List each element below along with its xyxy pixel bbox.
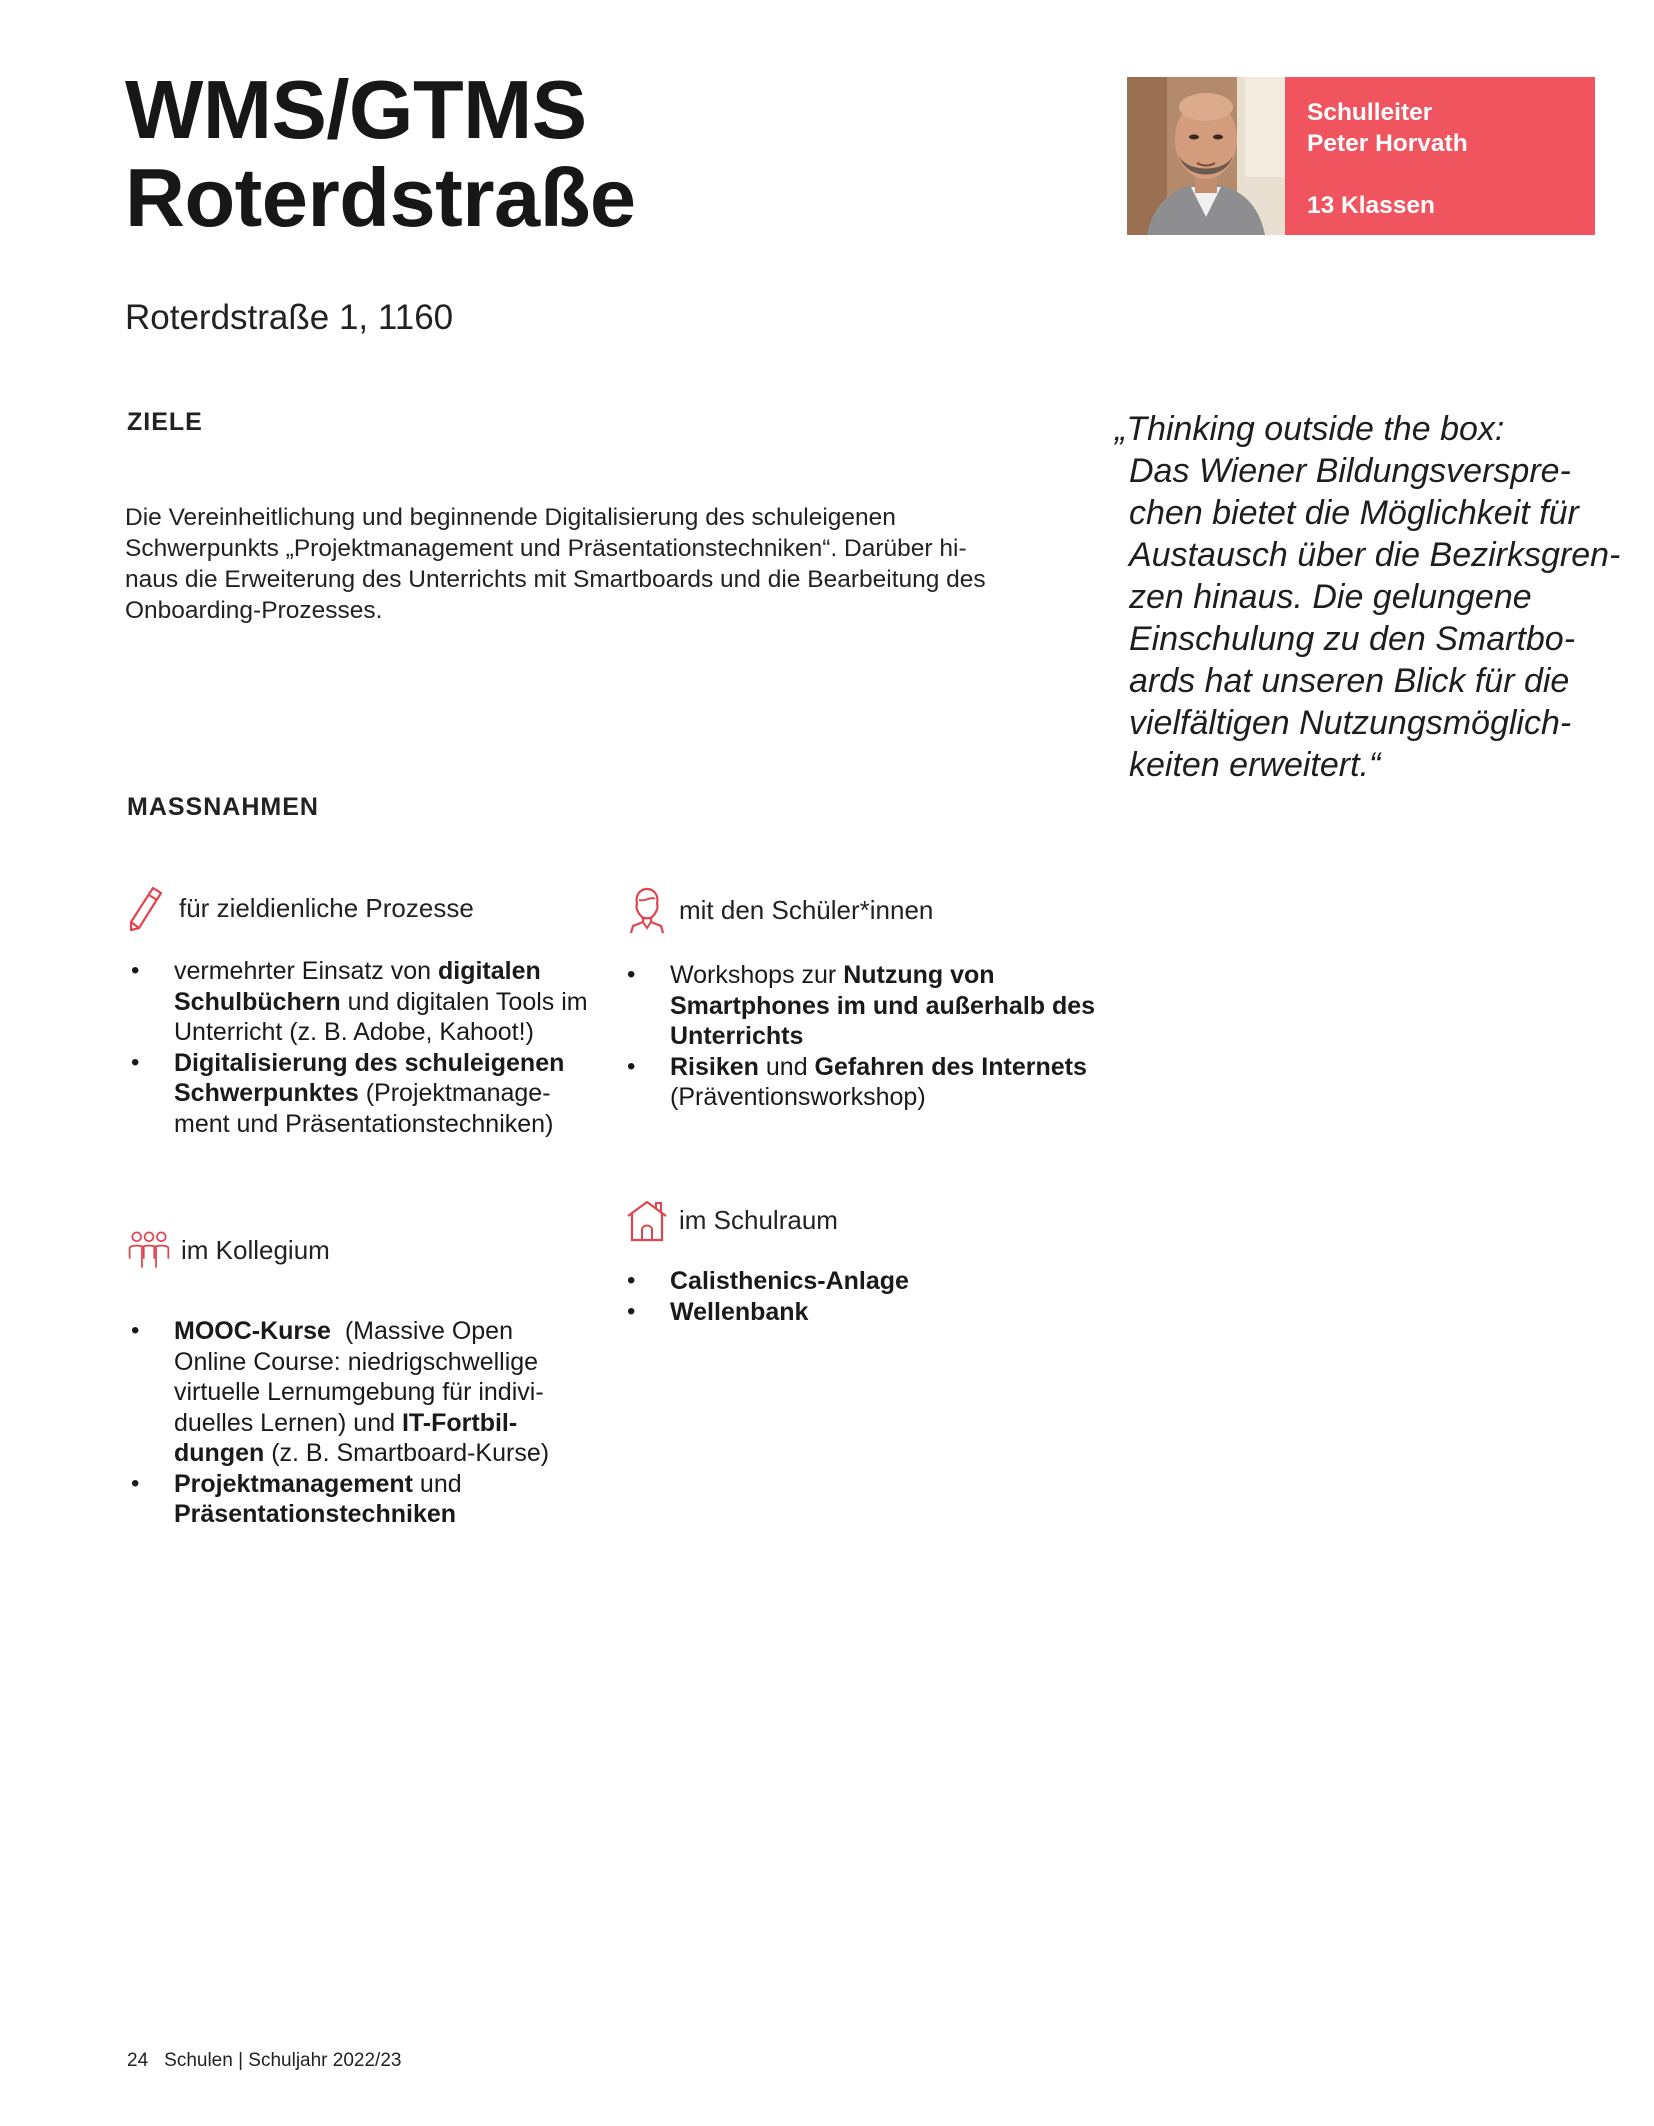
list-item: • MOOC-Kurse (Massive Open Online Course: niedrigschwellige virtuelle Lernumgebung für indivi- duelles Lernen) und IT-Fortbil- dungen (z. B. Smartboard-Kurse) <box>127 1316 607 1469</box>
quote-line: Austausch über die Bezirksgren- <box>1129 536 1621 574</box>
group-schulraum-header <box>625 1196 838 1244</box>
massnahmen-heading: MASSNAHMEN <box>127 793 319 821</box>
ziele-line: Die Vereinheitlichung und beginnende Digitalisierung des schuleigenen <box>125 504 896 531</box>
list-item: • Projektmanagement und Präsentationstechniken <box>127 1469 607 1530</box>
principal-name: Peter Horvath <box>1307 130 1468 157</box>
quote-line: keiten erweitert.“ <box>1129 746 1381 784</box>
list-item: • vermehrter Einsatz von digitalen Schulbüchern und digitalen Tools im Unterricht (z. B. Adobe, Kahoot!) <box>127 956 607 1048</box>
quote-line: Einschulung zu den Smartbo- <box>1129 620 1576 658</box>
kollegium-list <box>127 1316 607 1530</box>
ziele-line: naus die Erweiterung des Unterrichts mit Smartboards und die Bearbeitung des <box>125 566 986 593</box>
list-item: • Digitalisierung des schuleigenen Schwerpunktes (Projektmanage- ment und Präsentationstechniken) <box>127 1048 607 1140</box>
group-schueler-header <box>625 886 933 934</box>
principal-portrait-image <box>1127 77 1285 235</box>
group-kollegium-header <box>127 1226 330 1274</box>
page-footer <box>127 2050 401 2072</box>
list-item: • Calisthenics-Anlage <box>623 1266 1103 1297</box>
quote-line: „Thinking outside the box: <box>1115 410 1505 448</box>
principal-photo <box>1127 77 1285 235</box>
pencil-icon <box>125 884 169 932</box>
principal-quote <box>1115 408 1621 786</box>
list-item: • Risiken und Gefahren des Internets (Präventionsworkshop) <box>623 1052 1143 1113</box>
principal-role: Schulleiter <box>1307 99 1433 126</box>
ziele-line: Schwerpunkts „Projektmanagement und Präsentationstechniken“. Darüber hi- <box>125 535 967 562</box>
ziele-paragraph <box>125 502 1065 626</box>
group-prozesse-label: für zieldienliche Prozesse <box>179 892 474 923</box>
schueler-list <box>623 960 1143 1113</box>
quote-line: Das Wiener Bildungsverspre- <box>1129 452 1571 490</box>
page-title <box>125 63 636 244</box>
group-icon <box>127 1226 171 1274</box>
student-icon <box>625 886 669 934</box>
title-line-2: Roterdstraße <box>125 151 636 244</box>
principal-info-box <box>1285 77 1595 235</box>
page-number: 24 <box>127 2050 149 2071</box>
group-prozesse-header <box>125 884 474 932</box>
quote-line: zen hinaus. Die gelungene <box>1129 578 1532 616</box>
group-schulraum-label: im Schulraum <box>679 1204 838 1235</box>
footer-text: Schulen | Schuljahr 2022/23 <box>164 2050 402 2071</box>
prozesse-list <box>127 956 607 1139</box>
group-kollegium-label: im Kollegium <box>181 1234 330 1265</box>
class-count: 13 Klassen <box>1307 192 1436 219</box>
quote-line: chen bietet die Möglichkeit für <box>1129 494 1579 532</box>
ziele-heading: ZIELE <box>127 408 203 436</box>
ziele-line: Onboarding-Prozesses. <box>125 597 383 624</box>
group-schueler-label: mit den Schüler*innen <box>679 894 934 925</box>
quote-line: vielfältigen Nutzungsmöglich- <box>1129 704 1572 742</box>
title-line-1: WMS/GTMS <box>125 63 587 156</box>
list-item: • Wellenbank <box>623 1297 1103 1328</box>
list-item: • Workshops zur Nutzung von Smartphones im und außerhalb des Unterrichts <box>623 960 1143 1052</box>
house-icon <box>625 1196 669 1244</box>
schulraum-list <box>623 1266 1103 1327</box>
school-address: Roterdstraße 1, 1160 <box>125 298 454 337</box>
quote-line: ards hat unseren Blick für die <box>1129 662 1570 700</box>
